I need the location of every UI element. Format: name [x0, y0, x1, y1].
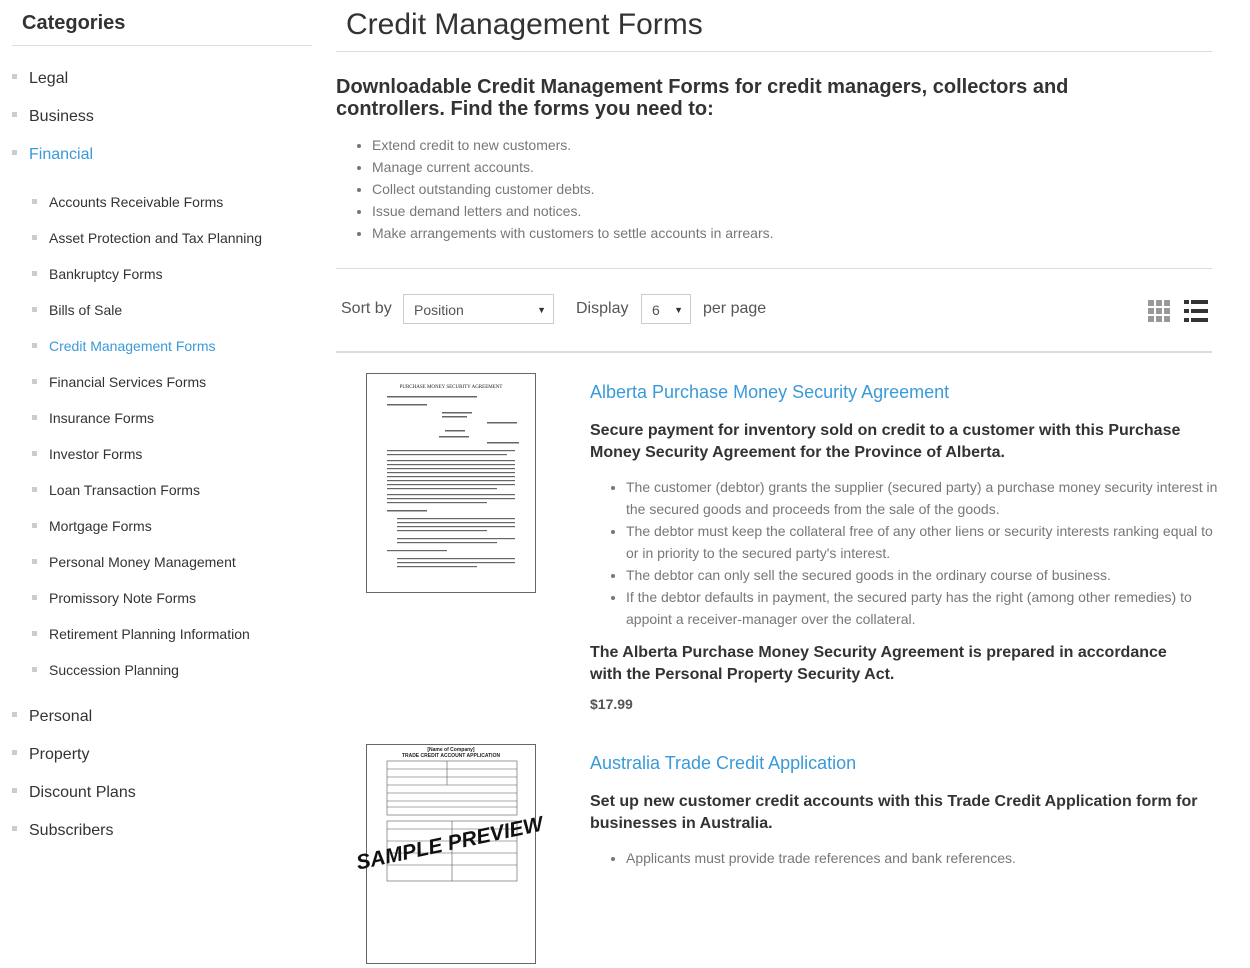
list-view-icon[interactable] [1184, 300, 1208, 322]
category-personal[interactable] [12, 708, 92, 726]
list-item: • Applicants must provide trade references and bank references. [626, 847, 1226, 869]
subcategory-mortgage[interactable] [32, 518, 152, 534]
subcategory-personal-money[interactable] [32, 554, 236, 570]
sidebar-title: Categories [12, 0, 312, 46]
category-label: Personal [29, 708, 93, 725]
subcategory-bankruptcy[interactable] [32, 266, 163, 282]
bullet-icon [32, 271, 37, 276]
category-label: Property [29, 746, 90, 763]
product-summary: Secure payment for inventory sold on credit to a customer with this Purchase Money Security Agreement for the Province of Alberta. [590, 422, 1181, 461]
list-item: • Extend credit to new customers. [372, 134, 774, 156]
list-item: • Manage current accounts. [372, 156, 774, 178]
category-financial[interactable] [12, 146, 93, 164]
category-label: Legal [29, 70, 69, 87]
bullet-icon [12, 750, 17, 755]
product-features-list [606, 476, 1226, 630]
subcategory-label: Mortgage Forms [49, 518, 152, 534]
subcategory-credit-management[interactable] [32, 338, 216, 354]
bullet-icon [12, 712, 17, 717]
display-select[interactable] [641, 294, 691, 324]
subcategory-label: Retirement Planning Information [49, 626, 250, 642]
divider [336, 51, 1212, 52]
bullet-icon [12, 112, 17, 117]
subcategory-label: Bankruptcy Forms [49, 266, 163, 282]
subcategory-label: Credit Management Forms [49, 338, 216, 354]
bullet-icon [32, 235, 37, 240]
subcategory-label: Investor Forms [49, 446, 143, 462]
category-property[interactable] [12, 746, 89, 764]
sample-preview-stamp: SAMPLE PREVIEW [354, 812, 546, 875]
subcategory-label: Loan Transaction Forms [49, 482, 200, 498]
document-preview-image [367, 374, 535, 592]
subcategory-accounts-receivable[interactable] [32, 194, 223, 210]
dropdown-arrow-icon: ▼ [537, 305, 546, 315]
intro-list [352, 134, 774, 244]
subcategory-bills-of-sale[interactable] [32, 302, 122, 318]
product-name-link[interactable]: Alberta Purchase Money Security Agreement [590, 382, 950, 402]
bullet-icon [12, 150, 17, 155]
category-business[interactable] [12, 108, 94, 126]
bullet-icon [12, 788, 17, 793]
product-thumbnail[interactable] [354, 744, 546, 964]
bullet-icon [32, 487, 37, 492]
subcategory-insurance[interactable] [32, 410, 154, 426]
product-price: $17.99 [590, 696, 633, 712]
subcategory-label: Accounts Receivable Forms [49, 194, 224, 210]
list-item: • Issue demand letters and notices. [372, 200, 774, 222]
bullet-icon [32, 379, 37, 384]
bullet-icon [32, 343, 37, 348]
subcategory-label: Personal Money Management [49, 554, 236, 570]
bullet-icon [32, 199, 37, 204]
subcategory-label: Financial Services Forms [49, 374, 207, 390]
category-label: Business [29, 108, 94, 125]
list-item: • If the debtor defaults in payment, the secured party has the right (among other remedies) to appoint a receiver-manager over the collateral. [626, 586, 1226, 630]
bullet-icon [32, 559, 37, 564]
subcategory-label: Asset Protection and Tax Planning [49, 230, 262, 246]
category-label: Financial [29, 146, 94, 163]
svg-text:PURCHASE MONEY SECURITY AGREEM: PURCHASE MONEY SECURITY AGREEMENT [399, 385, 503, 390]
subcategory-label: Promissory Note Forms [49, 590, 197, 606]
subcategory-label: Succession Planning [49, 662, 179, 678]
subcategory-promissory-note[interactable] [32, 590, 196, 606]
bullet-icon [12, 826, 17, 831]
subcategory-asset-protection[interactable] [32, 230, 262, 246]
product-name-link[interactable]: Australia Trade Credit Application [590, 753, 857, 773]
categories-sidebar [12, 0, 312, 839]
bullet-icon [32, 415, 37, 420]
bullet-icon [32, 595, 37, 600]
product-features-list [606, 847, 1226, 869]
display-label: Display [576, 300, 629, 317]
list-item: • The debtor can only sell the secured goods in the ordinary course of business. [626, 564, 1226, 586]
page-title: Credit Management Forms [346, 8, 703, 41]
svg-text:[Name of Company]: [Name of Company] [427, 747, 475, 753]
document-preview-image [354, 745, 546, 963]
intro-heading: Downloadable Credit Management Forms for credit managers, collectors and controllers. Find the forms you need to: [336, 76, 1069, 120]
subcategory-label: Insurance Forms [49, 410, 155, 426]
divider [336, 268, 1212, 269]
svg-text:TRADE CREDIT ACCOUNT APPLICATI: TRADE CREDIT ACCOUNT APPLICATION [401, 753, 501, 759]
bullet-icon [32, 667, 37, 672]
subcategory-label: Bills of Sale [49, 302, 123, 318]
product-note: The Alberta Purchase Money Security Agreement is prepared in accordance with the Personal Property Security Act. [590, 644, 1167, 683]
list-item: • The customer (debtor) grants the supplier (secured party) a purchase money security interest in the secured goods and proceeds from the sale of the goods. [626, 476, 1226, 520]
category-label: Subscribers [29, 822, 114, 839]
subcategory-succession-planning[interactable] [32, 662, 179, 678]
bullet-icon [32, 307, 37, 312]
sort-value: Position [414, 302, 464, 318]
per-page-label: per page [703, 300, 767, 317]
sort-select[interactable] [403, 294, 554, 324]
list-item: • Make arrangements with customers to settle accounts in arrears. [372, 222, 774, 244]
display-value: 6 [652, 302, 660, 318]
subcategory-loan-transaction[interactable] [32, 482, 200, 498]
category-legal[interactable] [12, 70, 68, 88]
grid-view-icon[interactable] [1148, 300, 1170, 322]
category-label: Discount Plans [29, 784, 136, 801]
subcategory-financial-services[interactable] [32, 374, 206, 390]
category-discount-plans[interactable] [12, 784, 136, 802]
list-item: • Collect outstanding customer debts. [372, 178, 774, 200]
sorting-toolbar [336, 290, 1212, 330]
sort-label: Sort by [341, 300, 392, 317]
bullet-icon [12, 74, 17, 79]
divider [336, 351, 1212, 353]
dropdown-arrow-icon: ▼ [674, 305, 683, 315]
bullet-icon [32, 451, 37, 456]
product-thumbnail[interactable] [366, 373, 536, 593]
product-summary: Set up new customer credit accounts with this Trade Credit Application form for businesses in Australia. [590, 793, 1198, 832]
subcategory-investor[interactable] [32, 446, 142, 462]
category-subscribers[interactable] [12, 822, 113, 840]
list-item: • The debtor must keep the collateral free of any other liens or security interests ranking equal to or in priority to the secured party's interest. [626, 520, 1226, 564]
subcategory-retirement-planning[interactable] [32, 626, 250, 642]
bullet-icon [32, 523, 37, 528]
bullet-icon [32, 631, 37, 636]
